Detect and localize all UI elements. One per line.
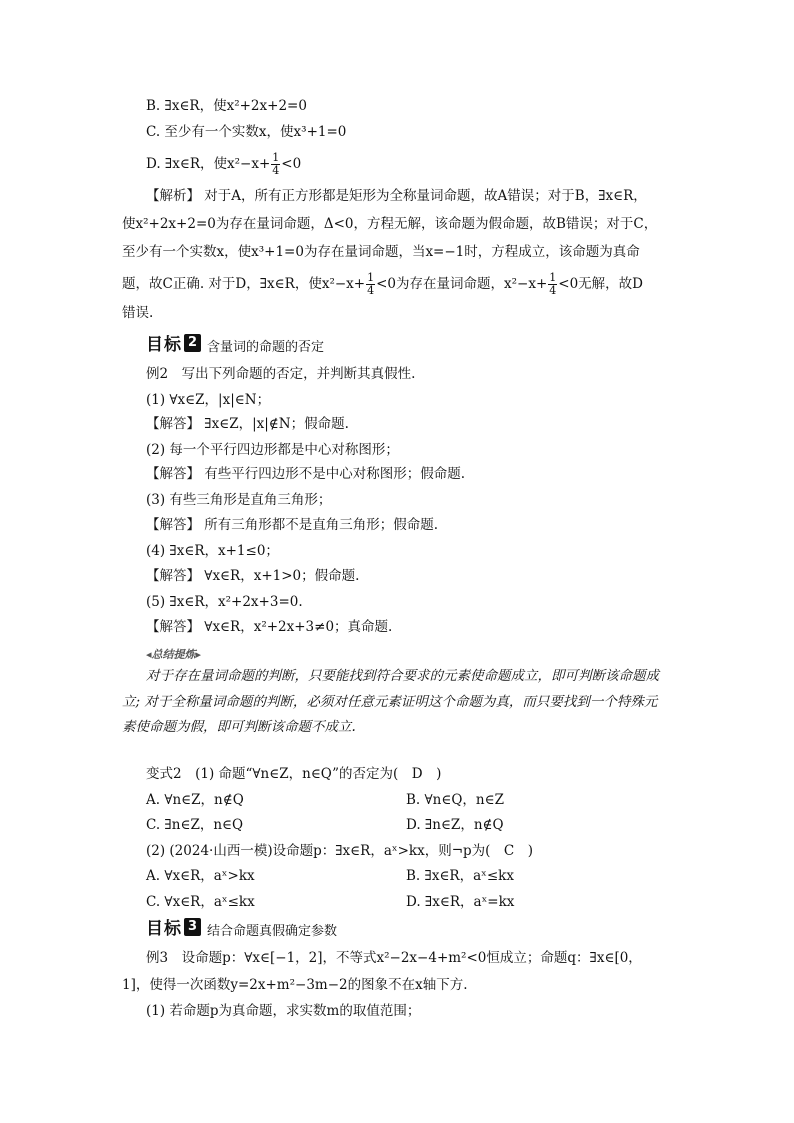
example-2-a3: 【解答】 所有三角形都不是直角三角形；假命题.: [146, 517, 439, 533]
goal-badge: 目标: [146, 919, 182, 939]
analysis-line-2: 使x²+2x+2=0为存在量词命题，Δ<0，方程无解，该命题为假命题，故B错误；对于C，: [122, 216, 658, 232]
variant-2-q2-option-b: B. ∃x∈R，aˣ≤kx: [406, 868, 514, 884]
example-2-a1: 【解答】 ∃x∈Z，|x|∉N；假命题.: [146, 416, 349, 432]
fraction-numerator: 1: [272, 151, 280, 164]
variant-2-q2-option-c: C. ∀x∈R，aˣ≤kx: [146, 894, 255, 910]
analysis-line-4-b: <0为存在量词命题，x²−x+: [376, 276, 548, 292]
variant-2-q2-option-d: D. ∃x∈R，aˣ=kx: [406, 894, 515, 910]
fraction-numerator: 1: [367, 271, 375, 284]
variant-2-q1: 变式2 (1) 命题“∀n∈Z，n∈Q”的否定为( D ): [146, 766, 442, 782]
goal-title: 结合命题真假确定参数: [207, 924, 338, 939]
fraction: [548, 272, 557, 297]
variant-2-q1-option-b: B. ∀n∈Q，n∈Z: [406, 792, 504, 808]
variant-2-q1-option-c: C. ∃n∈Z，n∈Q: [146, 817, 244, 833]
fraction-denominator: 4: [549, 284, 557, 297]
variant-2-q2: (2) (2024·山西一模)设命题p：∃x∈R，aˣ>kx，则¬p为( C ): [146, 843, 534, 859]
fraction-denominator: 4: [367, 284, 375, 297]
analysis-line-5: 错误.: [122, 305, 154, 321]
example-3-line-2: 1]，使得一次函数y=2x+m²−3m−2的图象不在x轴下方.: [122, 977, 468, 993]
goal-badge: 目标: [146, 335, 182, 355]
fraction-denominator: 4: [272, 164, 280, 177]
variant-2-q1-option-a: A. ∀n∈Z，n∉Q: [146, 792, 244, 808]
analysis-line-4-a: 题，故C正确. 对于D，∃x∈R，使x²−x+: [122, 276, 366, 292]
analysis-line-4-c: <0无解，故D: [558, 276, 643, 292]
fraction: [366, 272, 375, 297]
option-d-tail: <0: [281, 156, 302, 172]
example-2-title: 例2 写出下列命题的否定，并判断其真假性.: [146, 366, 416, 382]
summary-line-1: 对于存在量词命题的判断，只要能找到符合要求的元素使命题成立，即可判断该命题成: [146, 668, 659, 684]
example-2-q5: (5) ∃x∈R，x²+2x+3=0.: [146, 594, 303, 610]
fraction-numerator: 1: [549, 271, 557, 284]
fraction: [271, 152, 280, 177]
example-2-q1: (1) ∀x∈Z，|x|∈N；: [146, 392, 271, 408]
analysis-line-3: 至少有一个实数x，使x³+1=0为存在量词命题，当x=−1时，方程成立，该命题为真命: [122, 244, 640, 260]
goal-title: 含量词的命题的否定: [207, 340, 325, 355]
goal-3-header: [146, 914, 337, 939]
goal-2-header: [146, 330, 324, 355]
example-2-a5: 【解答】 ∀x∈R，x²+2x+3≠0；真命题.: [146, 619, 393, 635]
example-3-line-3: (1) 若命题p为真命题，求实数m的取值范围；: [146, 1003, 421, 1019]
option-b: B. ∃x∈R，使x²+2x+2=0: [146, 98, 307, 114]
example-2-a2: 【解答】 有些平行四边形不是中心对称图形；假命题.: [146, 466, 466, 482]
example-2-q2: (2) 每一个平行四边形都是中心对称图形；: [146, 442, 399, 458]
option-d: [146, 152, 301, 177]
analysis-line-1: 【解析】 对于A，所有正方形都是矩形为全称量词命题，故A错误；对于B，∃x∈R，: [146, 188, 647, 204]
analysis-line-4: [122, 272, 643, 297]
example-3-line-1: 例3 设命题p：∀x∈[−1，2]，不等式x²−2x−4+m²<0恒成立；命题q：∃x∈[0，: [146, 950, 642, 966]
goal-number: 3: [184, 918, 201, 936]
option-d-text: D. ∃x∈R，使x²−x+: [146, 156, 271, 172]
variant-2-q1-option-d: D. ∃n∈Z，n∉Q: [406, 817, 504, 833]
example-2-q3: (3) 有些三角形是直角三角形；: [146, 492, 332, 508]
example-2-a4: 【解答】 ∀x∈R，x+1>0；假命题.: [146, 568, 360, 584]
summary-line-2: 立; 对于全称量词命题的判断，必须对任意元素证明这个命题为真，而只要找到一个特殊元: [122, 694, 658, 710]
summary-tag: ◂总结提炼▸: [146, 648, 202, 661]
variant-2-q2-option-a: A. ∀x∈R，aˣ>kx: [146, 868, 255, 884]
goal-number: 2: [184, 334, 201, 352]
example-2-q4: (4) ∃x∈R，x+1≤0；: [146, 543, 279, 559]
summary-line-3: 素使命题为假，即可判断该命题不成立.: [122, 719, 356, 735]
option-c: C. 至少有一个实数x，使x³+1=0: [146, 124, 347, 140]
